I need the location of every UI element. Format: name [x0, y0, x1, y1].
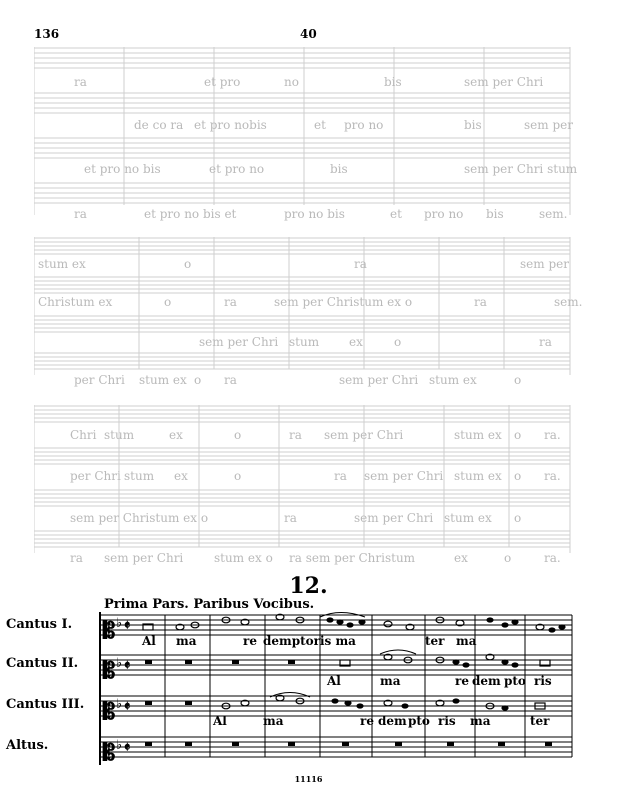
lyric-cantus-2: re	[455, 674, 469, 688]
ghost-lyric: sem per Chri	[104, 551, 184, 565]
voice-name-altus: Altus.	[6, 738, 49, 753]
ghost-lyric: o	[184, 257, 192, 271]
ghost-lyric: stum	[124, 469, 155, 483]
lyric-cantus-2: Al	[327, 674, 341, 688]
ghost-lyric: bis	[464, 118, 482, 132]
lyric-cantus-3: pto	[408, 714, 430, 728]
ghost-lyric: sem per Chri	[364, 469, 444, 483]
svg-text:𝄵: 𝄵	[124, 618, 131, 634]
ghost-lyric: o	[514, 373, 522, 387]
ghost-lyric: et pro no bis	[84, 162, 161, 176]
svg-text:♭: ♭	[116, 738, 123, 753]
ghost-lyric: o	[514, 428, 522, 442]
piece-number: 12.	[289, 573, 328, 599]
ghost-lyric: o	[504, 551, 512, 565]
ghost-lyric: sem.	[539, 207, 568, 221]
ghost-lyric: bis	[330, 162, 348, 176]
ghost-lyric: ra.	[544, 551, 561, 565]
ghost-lyric: o	[164, 295, 172, 309]
lyric-cantus-1: Al	[142, 634, 156, 648]
svg-text:𝄡: 𝄡	[103, 658, 116, 684]
lyric-cantus-2: ma	[380, 674, 401, 688]
voice-name-cantus-1: Cantus I.	[6, 617, 73, 632]
ghost-lyric: stum ex	[429, 373, 477, 387]
lyric-cantus-3: re	[360, 714, 374, 728]
svg-text:𝄵: 𝄵	[124, 740, 131, 756]
lyric-cantus-3: Al	[213, 714, 227, 728]
ghost-lyric: sem per	[524, 118, 573, 132]
ghost-lyric: sem.	[554, 295, 583, 309]
ghost-lyric: o	[194, 373, 202, 387]
ghost-lyric: stum	[289, 335, 320, 349]
ghost-lyric: sem per Chri	[199, 335, 279, 349]
ghost-lyric: Chri	[70, 428, 97, 442]
lyric-cantus-1: ma	[176, 634, 197, 648]
ghost-lyric: stum	[104, 428, 135, 442]
ghost-lyric: per Chri	[74, 373, 125, 387]
ghost-lyric: ex	[454, 551, 468, 565]
plate-number: 11116	[294, 774, 323, 784]
ghost-lyric: ra	[74, 75, 87, 89]
ghost-lyric: ra	[74, 207, 87, 221]
ghost-lyric: stum ex	[139, 373, 187, 387]
ghost-lyric: o	[394, 335, 402, 349]
voice-name-cantus-3: Cantus III.	[6, 697, 85, 712]
ghost-lyric: ra	[354, 257, 367, 271]
ghost-lyric: ra sem per Christum	[289, 551, 416, 565]
ghost-lyric: pro no	[344, 118, 384, 132]
lyric-cantus-2: ris	[534, 674, 552, 688]
ghost-lyric: ex	[169, 428, 183, 442]
ghost-lyric: et pro nobis	[194, 118, 267, 132]
ghost-lyric: stum ex	[444, 511, 492, 525]
svg-text:♭: ♭	[116, 656, 123, 671]
svg-text:♭: ♭	[116, 697, 123, 712]
ghost-lyric: sem per Chri	[354, 511, 434, 525]
svg-text:♭: ♭	[116, 616, 123, 631]
ghost-lyric: pro no	[424, 207, 464, 221]
ghost-lyric: ra	[539, 335, 552, 349]
ghost-lyric: ra.	[544, 428, 561, 442]
page-number-left: 136	[34, 27, 60, 41]
ghost-lyric: pro no bis	[284, 207, 345, 221]
ghost-lyric: ra	[289, 428, 302, 442]
ghost-lyric: stum ex	[38, 257, 86, 271]
ghost-lyric: sem per Christum ex o	[274, 295, 413, 309]
section-heading: Prima Pars. Paribus Vocibus.	[104, 597, 315, 612]
ghost-lyric: sem per	[520, 257, 569, 271]
ghost-lyric: et pro no	[209, 162, 265, 176]
ghost-lyric: ra	[334, 469, 347, 483]
lyric-cantus-2: pto	[504, 674, 526, 688]
svg-text:𝄵: 𝄵	[124, 658, 131, 674]
ghost-lyric: et pro	[204, 75, 241, 89]
lyric-cantus-1: demptoris ma	[263, 634, 356, 648]
ghost-lyric: ra.	[544, 469, 561, 483]
ghost-lyric: bis	[486, 207, 504, 221]
lyric-cantus-3: dem	[378, 714, 407, 728]
ghost-lyric: ra	[474, 295, 487, 309]
lyric-cantus-3: ter	[530, 714, 550, 728]
ghost-lyric: ex	[174, 469, 188, 483]
svg-text:𝄡: 𝄡	[103, 618, 116, 644]
lyric-cantus-1: re	[243, 634, 257, 648]
svg-text:𝄡: 𝄡	[103, 740, 116, 766]
ghost-lyric: stum ex	[454, 428, 502, 442]
ghost-lyric: o	[234, 469, 242, 483]
svg-text:𝄡: 𝄡	[103, 699, 116, 725]
ghost-lyric: stum ex o	[214, 551, 273, 565]
ghost-lyric: et	[314, 118, 326, 132]
ghost-lyric: et	[390, 207, 402, 221]
lyric-cantus-2: dem	[472, 674, 501, 688]
ghost-lyric: et pro no bis et	[144, 207, 237, 221]
ghost-lyric: ex	[349, 335, 363, 349]
ghost-lyric: ra	[224, 295, 237, 309]
ghost-lyric: stum ex	[454, 469, 502, 483]
lyric-cantus-1: ma	[456, 634, 477, 648]
ghost-lyric: Christum ex	[38, 295, 113, 309]
svg-text:𝄵: 𝄵	[124, 699, 131, 715]
ghost-lyric: ra	[70, 551, 83, 565]
ghost-lyric: per Chri	[70, 469, 121, 483]
ghost-lyric: no	[284, 75, 299, 89]
lyric-cantus-3: ma	[470, 714, 491, 728]
ghost-lyric: sem per Christum ex o	[70, 511, 209, 525]
ghost-lyric: ra	[284, 511, 297, 525]
ghost-lyric: sem per Chri	[464, 75, 544, 89]
ghost-lyric: de co ra	[134, 118, 184, 132]
ghost-lyric: o	[234, 428, 242, 442]
ghost-lyric: o	[514, 469, 522, 483]
ghost-lyric: o	[514, 511, 522, 525]
ghost-lyric: ra	[224, 373, 237, 387]
ghost-lyric: sem per Chri stum	[464, 162, 578, 176]
lyric-cantus-3: ris	[438, 714, 456, 728]
ghost-lyric: sem per Chri	[324, 428, 404, 442]
voice-name-cantus-2: Cantus II.	[6, 656, 79, 671]
lyric-cantus-3: ma	[263, 714, 284, 728]
ghost-lyric: bis	[384, 75, 402, 89]
page-number-center: 40	[300, 27, 317, 41]
ghost-lyric: sem per Chri	[339, 373, 419, 387]
lyric-cantus-1: ter	[425, 634, 445, 648]
